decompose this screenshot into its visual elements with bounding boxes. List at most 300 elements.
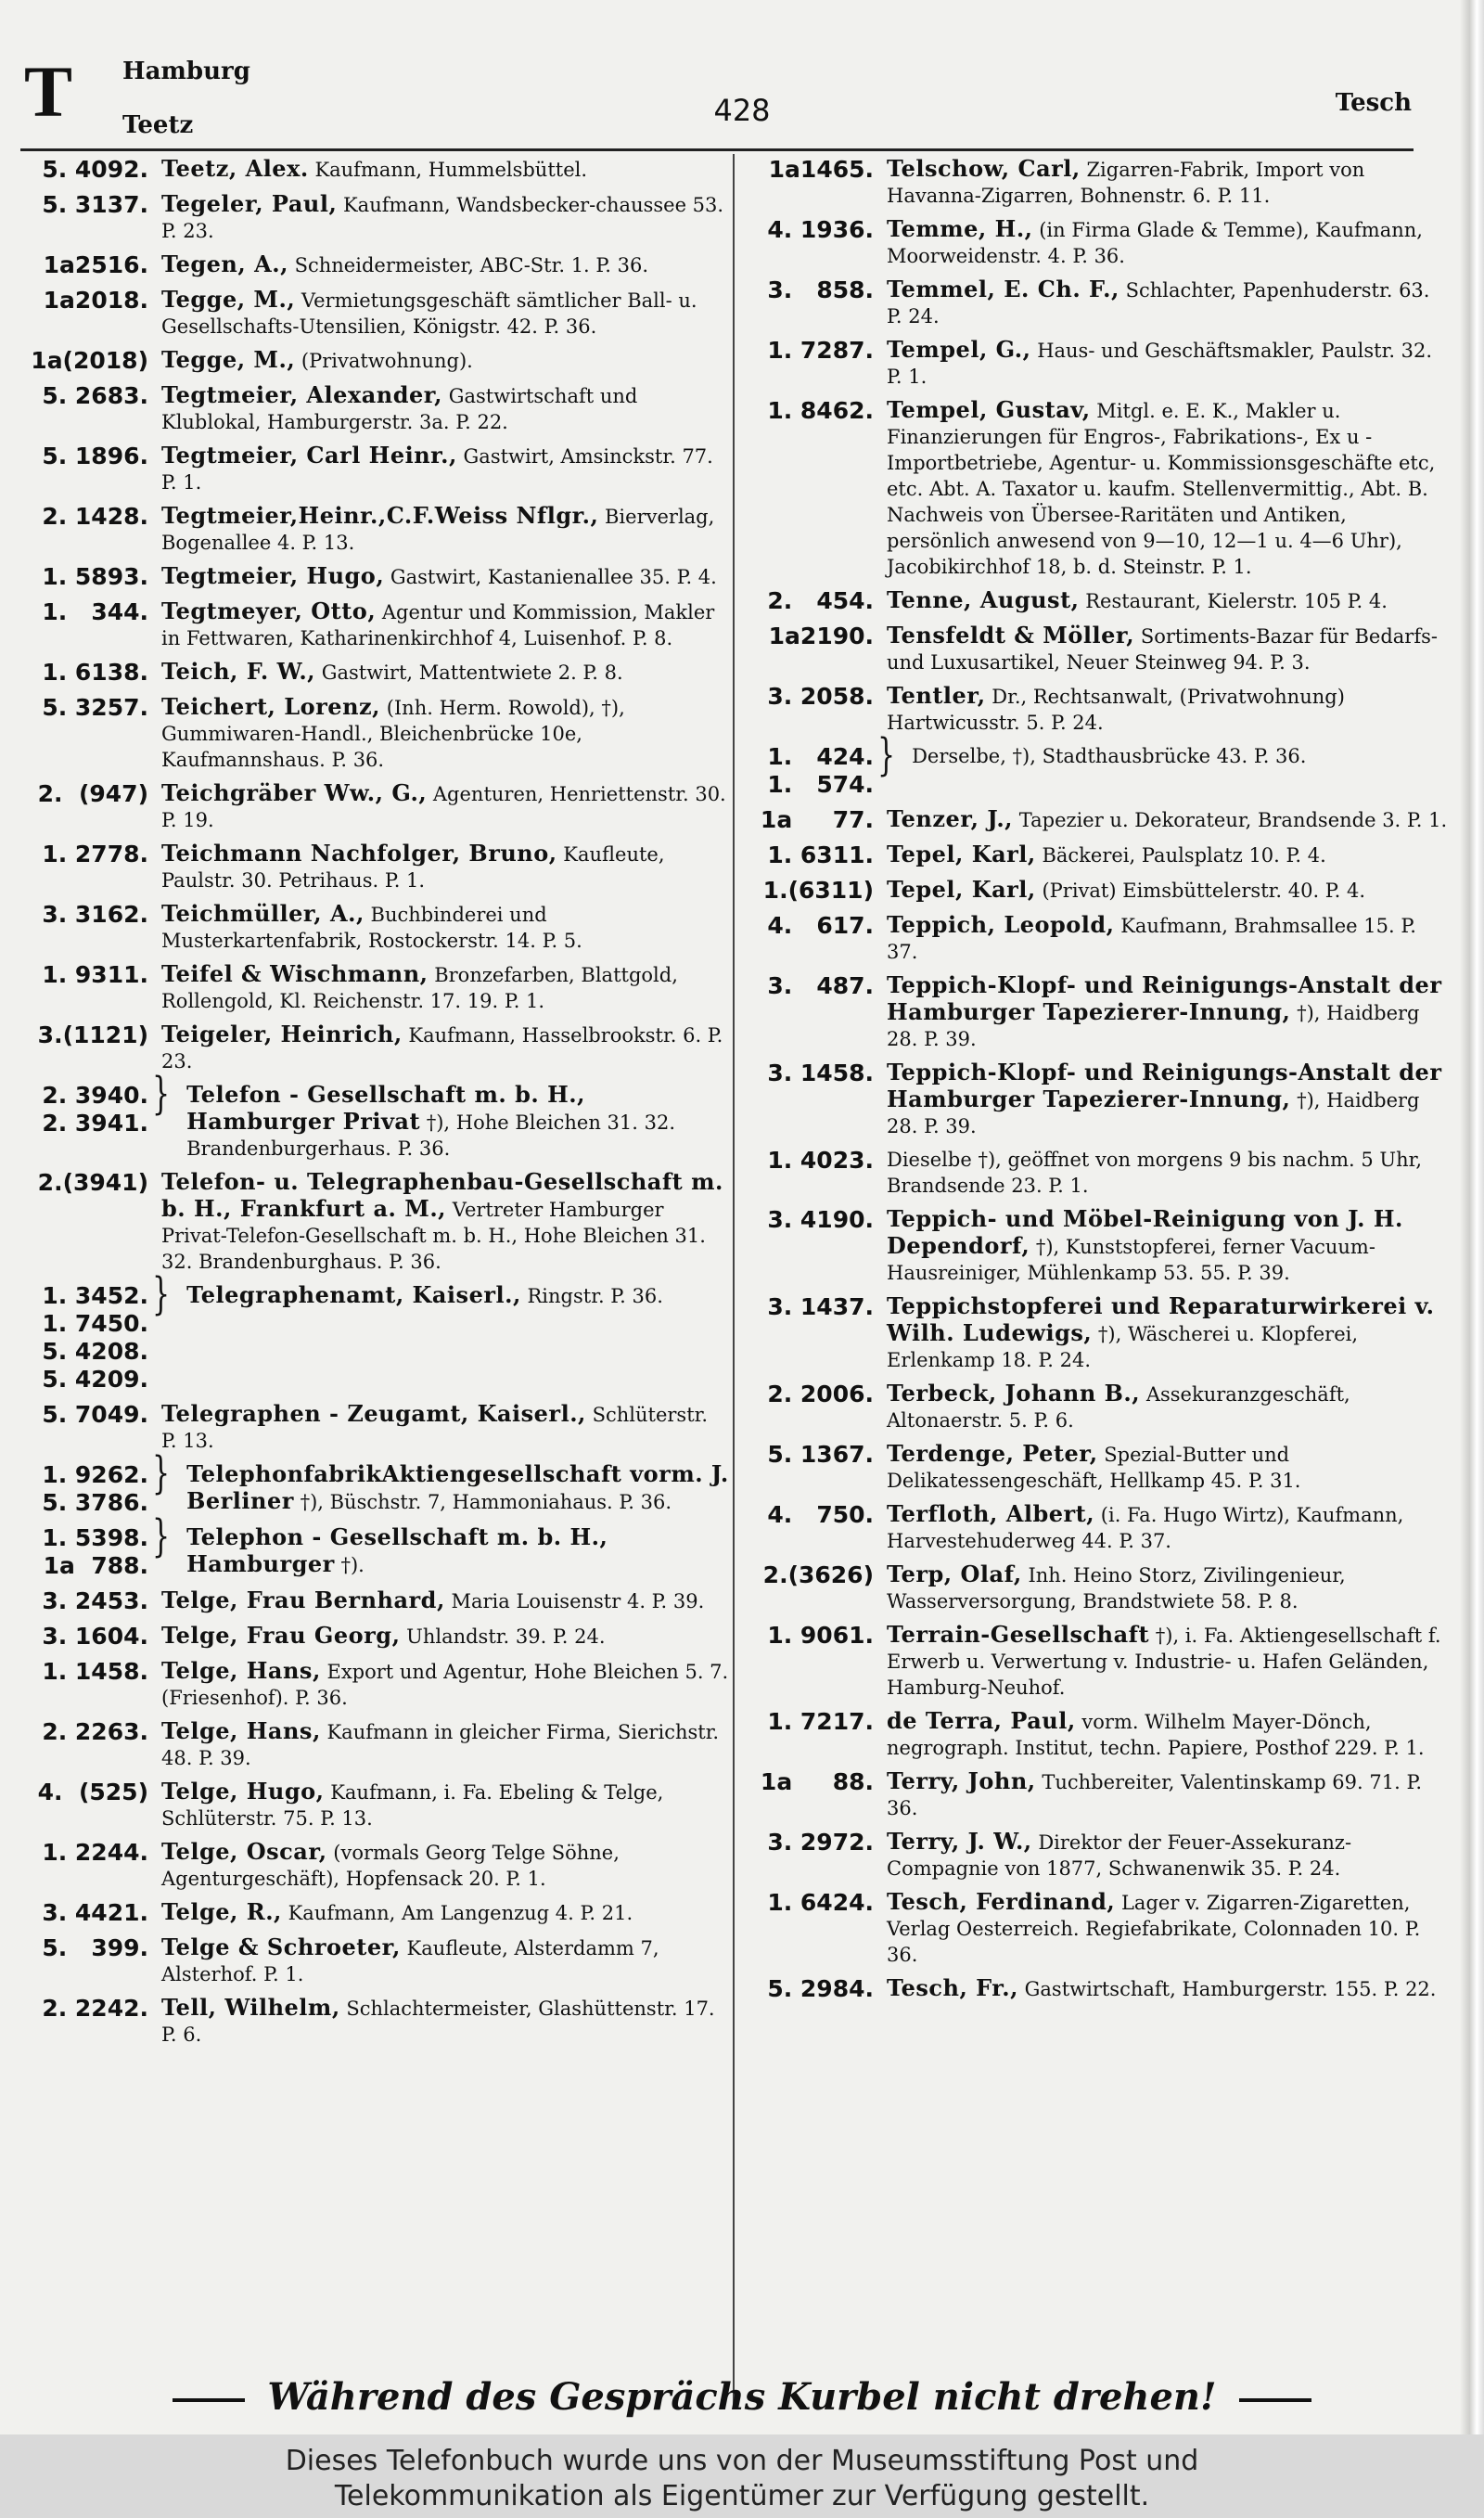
phone-number: 2. (947): [37, 780, 148, 807]
directory-entry: [748, 877, 1451, 905]
entry-name: Temme, H.,: [887, 215, 1033, 242]
entry-details: Gastwirtschaft, Hamburgerstr. 155. P. 22.: [1024, 1978, 1437, 2000]
phone-number: 2. 2263.: [42, 1718, 148, 1745]
directory-entry: [748, 1561, 1451, 1614]
phone-number: 1a2190.: [768, 623, 874, 649]
entry-name: Tempel, Gustav,: [887, 396, 1091, 423]
phone-number: 1. 8462.: [767, 397, 874, 424]
entry-name: Telge, R.,: [161, 1898, 282, 1925]
directory-entry: [748, 1501, 1451, 1554]
entry-name: Teigeler, Heinrich,: [161, 1021, 403, 1047]
entry-details: Kaufmann, Hasselbrookstr. 6. P. 23.: [161, 1024, 723, 1073]
directory-entry: [748, 1206, 1451, 1286]
phone-number: 1. 9262. 5. 3786.: [42, 1461, 148, 1516]
entry-name: de Terra, Paul,: [887, 1707, 1076, 1734]
directory-entry: [748, 1708, 1451, 1761]
entry-details: (Privat) Eimsbüttelerstr. 40. P. 4.: [1042, 880, 1366, 902]
entry-text: [148, 1899, 729, 1926]
phone-number: 3. 1604.: [42, 1623, 148, 1650]
entry-text: [874, 841, 1451, 868]
entry-name: Teichmüller, A.,: [161, 900, 365, 927]
phone-number: 4. 750.: [767, 1501, 874, 1528]
header-rule: [20, 148, 1414, 151]
entry-details: Dieselbe †), geöffnet von morgens 9 bis nachm. 5 Uhr, Brandsende 23. P. 1.: [887, 1149, 1423, 1197]
directory-entry: [748, 1829, 1451, 1882]
phone-number: 1. 5398. 1a 788.: [42, 1524, 148, 1579]
entry-details: Kaufmann, Brahmsallee 15. P. 37.: [887, 915, 1416, 963]
entry-details: †), Haidberg 28. P. 39.: [887, 1089, 1420, 1137]
entry-text: [148, 961, 729, 1014]
entry-details: †), Wäscherei u. Klopferei, Erlenkamp 18. P. 24.: [887, 1323, 1359, 1371]
entry-text: [148, 1021, 729, 1074]
entry-details: Direktor der Feuer-Assekuranz-Compagnie von 1877, Schwanenwik 35. P. 24.: [887, 1831, 1352, 1880]
entry-details: Agentur und Kommission, Makler in Fettwaren, Katharinenkirchhof 4, Luisenhof. P. 8.: [161, 601, 715, 649]
entry-details: †), i. Fa. Aktiengesellschaft f. Erwerb u. Verwertung v. Industrie- u. Hafen Geländen, Hamburg-Neuhof.: [887, 1625, 1441, 1699]
page-number: 428: [713, 93, 771, 128]
entry-details: Vermietungsgeschäft sämtlicher Ball- u. Gesellschafts-Utensilien, Königstr. 42. P. 36.: [161, 289, 697, 338]
phone-number: 3. 4190.: [767, 1206, 874, 1233]
entry-details: Kaufleute, Paulstr. 30. Petrihaus. P. 1.: [161, 843, 665, 892]
entry-details: Kaufmann, Hummelsbüttel.: [314, 159, 588, 181]
phone-number: 1a 88.: [760, 1768, 874, 1795]
entry-name: Telge, Hugo,: [161, 1778, 325, 1805]
entry-details: †), Hohe Bleichen 31. 32. Brandenburgerhaus. P. 36.: [186, 1111, 676, 1160]
entry-text: [874, 1293, 1451, 1373]
entry-details: †), Kunststopferei, ferner Vacuum-Hausreiniger, Mühlenkamp 53. 55. P. 39.: [887, 1236, 1375, 1284]
phone-number: 4. 1936.: [767, 216, 874, 243]
phone-number: 3. 3162.: [42, 901, 148, 928]
directory-entry: [26, 901, 729, 954]
directory-entry: [748, 587, 1451, 615]
phone-number: 1. 6311.: [767, 841, 874, 868]
entry-name: Terp, Olaf,: [887, 1561, 1022, 1587]
entry-text: [874, 623, 1451, 675]
directory-entry: [26, 156, 729, 184]
directory-entry: [748, 683, 1451, 736]
entry-name: Telegraphenamt, Kaiserl.,: [186, 1281, 521, 1308]
phone-number: 3.(1121): [37, 1021, 148, 1048]
directory-entry: [26, 1587, 729, 1615]
directory-entry: [748, 156, 1451, 209]
entry-details: Kaufmann in gleicher Firma, Sierichstr. 48. P. 39.: [161, 1721, 720, 1769]
entry-name: Tegge, M.,: [161, 286, 296, 313]
entry-text: [148, 1995, 729, 2048]
phone-number: 3. 1437.: [767, 1293, 874, 1320]
last-entry-keyword: Tesch: [1335, 89, 1412, 117]
directory-entry: [26, 503, 729, 556]
entry-text: [874, 587, 1451, 614]
directory-entry: [748, 337, 1451, 390]
directory-entry: [26, 1718, 729, 1771]
entry-details: Kaufmann, Wandsbecker-chaussee 53. P. 23.: [161, 194, 724, 242]
phone-number: 2.(3626): [762, 1561, 874, 1588]
entry-name: Tegtmeier, Carl Heinr.,: [161, 442, 457, 469]
entry-details: Schlüterstr. P. 13.: [161, 1404, 709, 1452]
entry-details: Kaufmann, Am Langenzug 4. P. 21.: [288, 1902, 633, 1924]
entry-text: [148, 1718, 729, 1771]
phone-number: 4. (525): [37, 1779, 148, 1805]
entry-name: Teppich, Leopold,: [887, 911, 1115, 938]
entry-text: [148, 382, 729, 435]
phone-number: 2. 2242.: [42, 1995, 148, 2022]
entry-name: Telge, Hans,: [161, 1717, 321, 1744]
phone-number: 2. 454.: [767, 587, 874, 614]
directory-entry: [748, 1768, 1451, 1821]
entry-details: Schneidermeister, ABC-Str. 1. P. 36.: [294, 254, 649, 276]
entry-text: [148, 287, 729, 340]
phone-number: 1.(6311): [762, 877, 874, 904]
entry-details: Gastwirt, Amsinckstr. 77. P. 1.: [161, 445, 713, 494]
entry-details: Assekuranzgeschäft, Altonaerstr. 5. P. 6.: [887, 1383, 1350, 1432]
entry-name: Telge, Frau Georg,: [161, 1622, 401, 1649]
entry-name: Teppichstopferei und Reparaturwirkerei v. Wilh. Ludewigs,: [887, 1292, 1435, 1346]
entry-name: Tegtmeyer, Otto,: [161, 597, 377, 624]
entry-name: Telge, Oscar,: [161, 1838, 327, 1865]
phone-number: 1. 4023.: [767, 1147, 874, 1174]
phone-number: 1a1465.: [768, 156, 874, 183]
phone-number: 1. 344.: [42, 598, 148, 625]
brace-mark: }: [152, 1268, 171, 1321]
entry-text: [874, 972, 1451, 1052]
entry-name: Telegraphen - Zeugamt, Kaiserl.,: [161, 1400, 586, 1427]
entry-details: Agenturen, Henriettenstr. 30. P. 19.: [161, 783, 726, 831]
directory-entry: [748, 397, 1451, 580]
entry-name: Telge & Schroeter,: [161, 1933, 401, 1960]
directory-entry: [26, 598, 729, 651]
phone-number: 1a(2018): [31, 347, 148, 374]
phone-number: 1a 77.: [760, 806, 874, 833]
directory-entry: [26, 287, 729, 340]
entry-details: Lager v. Zigarren-Zigaretten, Verlag Oesterreich. Regiefabrikate, Colonnaden 10. P. 36.: [887, 1892, 1421, 1966]
phone-number: 1. 6138.: [42, 659, 148, 686]
phone-number: 3. 4421.: [42, 1899, 148, 1926]
phone-number: 1a2018.: [43, 287, 148, 314]
entry-details: Inh. Heino Storz, Zivilingenieur, Wasserversorgung, Brandstwiete 58. P. 8.: [887, 1564, 1346, 1612]
credit-line-2: Telekommunikation als Eigentümer zur Verfügung gestellt.: [334, 2480, 1150, 2512]
phone-number: 5. 4092.: [42, 156, 148, 183]
directory-entry: [26, 1839, 729, 1892]
entry-text: [148, 841, 729, 893]
entry-name: Telefon- u. Telegraphenbau-Gesellschaft m. b. H., Frankfurt a. M.,: [161, 1168, 723, 1222]
entry-name: Telge, Frau Bernhard,: [161, 1587, 445, 1613]
entry-name: Tesch, Fr.,: [887, 1974, 1018, 2001]
entry-text: [874, 912, 1451, 965]
entry-text: [874, 337, 1451, 390]
entry-details: Gastwirtschaft und Klublokal, Hamburgerstr. 3a. P. 22.: [161, 385, 638, 433]
entry-details: Schlachtermeister, Glashüttenstr. 17. P. 6.: [161, 1998, 715, 2046]
entry-details: Gastwirt, Mattentwiete 2. P. 8.: [321, 662, 623, 684]
entry-name: Teifel & Wischmann,: [161, 960, 429, 987]
phone-number: 1. 5893.: [42, 563, 148, 590]
entry-details: Schlachter, Papenhuderstr. 63. P. 24.: [887, 279, 1430, 328]
entry-text: [874, 397, 1451, 580]
entry-name: Tegtmeier, Alexander,: [161, 381, 443, 408]
phone-number: 3. 487.: [767, 972, 874, 999]
directory-entry: [26, 1021, 729, 1074]
entry-details: Kaufmann, i. Fa. Ebeling & Telge, Schlüterstr. 75. P. 13.: [161, 1781, 664, 1830]
entry-text: [148, 1779, 729, 1831]
entry-text: [874, 1441, 1451, 1494]
directory-entry: [748, 623, 1451, 675]
section-letter: T: [24, 51, 73, 132]
brace-mark: }: [152, 1510, 171, 1563]
directory-entry: [26, 251, 729, 279]
phone-number: 3. 2058.: [767, 683, 874, 710]
entry-name: Telefon - Gesellschaft m. b. H., Hamburger Privat: [186, 1081, 585, 1135]
entry-name: Tegtmeier, Hugo,: [161, 562, 385, 589]
phone-number: 1. 6424.: [767, 1889, 874, 1916]
phone-number: 1. 3452. 1. 7450. 5. 4208. 5. 4209.: [42, 1282, 148, 1393]
entry-name: Terfloth, Albert,: [887, 1500, 1095, 1527]
phone-number: 2. 3940. 2. 3941.: [42, 1082, 148, 1137]
directory-entry: [748, 276, 1451, 329]
directory-entry: [26, 1401, 729, 1454]
entry-name: Tenne, August,: [887, 586, 1080, 613]
entry-details: Bäckerei, Paulsplatz 10. P. 4.: [1042, 844, 1326, 867]
entry-text: [173, 1082, 729, 1162]
phone-number: 1. 1458.: [42, 1658, 148, 1685]
phone-number: 5. 2683.: [42, 382, 148, 409]
entry-text: [173, 1524, 729, 1578]
entry-text: [173, 1461, 729, 1515]
entry-name: Tegen, A.,: [161, 251, 288, 277]
entry-name: Teichert, Lorenz,: [161, 693, 380, 720]
entry-name: Tempel, G.,: [887, 336, 1031, 363]
phone-number: 3. 2453.: [42, 1587, 148, 1614]
phone-number: 2. 1428.: [42, 503, 148, 530]
directory-entry: [748, 1441, 1451, 1494]
directory-entry: [748, 1060, 1451, 1139]
entry-text: [874, 216, 1451, 269]
entry-name: Tepel, Karl,: [887, 841, 1036, 867]
entry-name: Teetz, Alex.: [161, 155, 309, 182]
first-entry-keyword: Teetz: [122, 111, 194, 139]
directory-entry: [26, 1779, 729, 1831]
entry-details: (i. Fa. Hugo Wirtz), Kaufmann, Harvestehuderweg 44. P. 37.: [887, 1504, 1404, 1552]
entry-details: Ringstr. P. 36.: [527, 1285, 663, 1307]
brace-mark: }: [152, 1447, 171, 1500]
phone-number: 2.(3941): [37, 1169, 148, 1196]
entry-text: [874, 1708, 1451, 1761]
directory-entry: [26, 841, 729, 893]
phone-number: 1. 9061.: [767, 1622, 874, 1649]
entry-details: Export und Agentur, Hohe Bleichen 5. 7. (Friesenhof). P. 36.: [161, 1661, 729, 1709]
phone-number: 3. 858.: [767, 276, 874, 303]
entry-text: [148, 443, 729, 495]
directory-entry: [26, 1510, 729, 1580]
entry-text: [173, 1282, 729, 1309]
directory-entry: [748, 1381, 1451, 1433]
directory-entry: [26, 443, 729, 495]
entry-details: Vertreter Hamburger Privat-Telefon-Gesellschaft m. b. H., Hohe Bleichen 31. 32. Brandenburghaus. P. 36.: [161, 1199, 706, 1273]
entry-text: [148, 1587, 729, 1614]
directory-entry: [26, 1899, 729, 1927]
entry-details: †), Haidberg 28. P. 39.: [887, 1002, 1420, 1050]
entry-text: [874, 1622, 1451, 1701]
entry-details: Derselbe, †), Stadthausbrücke 43. P. 36.: [912, 745, 1307, 767]
entry-details: Sortiments-Bazar für Bedarfs- und Luxusartikel, Neuer Steinweg 94. P. 3.: [887, 625, 1438, 674]
directory-entry: [26, 563, 729, 591]
footer-warning-text: Während des Gesprächs Kurbel nicht drehen!: [267, 2375, 1217, 2419]
entry-name: Telge, Hans,: [161, 1657, 321, 1684]
entry-details: Haus- und Geschäftsmakler, Paulstr. 32. P. 1.: [887, 340, 1433, 388]
footer-dash-right: [1239, 2398, 1311, 2402]
phone-number: 5. 3137.: [42, 191, 148, 218]
entry-text: [874, 1381, 1451, 1433]
entry-text: [148, 598, 729, 651]
entry-text: [874, 1501, 1451, 1554]
entry-details: Buchbinderei und Musterkartenfabrik, Rostockerstr. 14. P. 5.: [161, 904, 582, 952]
entry-text: [874, 683, 1451, 736]
entry-details: (in Firma Glade & Temme), Kaufmann, Moorweidenstr. 4. P. 36.: [887, 219, 1423, 267]
entry-text: [874, 276, 1451, 329]
entry-name: Teichgräber Ww., G.,: [161, 779, 428, 806]
phone-number: 5. 1896.: [42, 443, 148, 469]
footer-warning: [0, 2375, 1484, 2419]
entry-details: Tuchbereiter, Valentinskamp 69. 71. P. 36.: [887, 1771, 1423, 1819]
entry-name: Tenzer, J.,: [887, 805, 1014, 832]
entry-text: [874, 1147, 1451, 1199]
entry-details: Bierverlag, Bogenallee 4. P. 13.: [161, 506, 715, 554]
entry-details: Maria Louisenstr 4. P. 39.: [451, 1590, 705, 1612]
phone-number: 1. 9311.: [42, 961, 148, 988]
entry-name: Teppich-Klopf- und Reinigungs-Anstalt der Hamburger Tapezierer-Innung,: [887, 1059, 1442, 1112]
directory-entry: [26, 347, 729, 375]
entry-name: TelephonfabrikAktiengesellschaft vorm. J. Berliner: [186, 1460, 729, 1514]
directory-entry: [26, 1169, 729, 1275]
entry-text: [148, 563, 729, 590]
phone-number: 5. 2984.: [767, 1975, 874, 2002]
directory-entry: [748, 1622, 1451, 1701]
entry-text: [874, 1561, 1451, 1614]
entry-name: Tegge, M.,: [161, 346, 296, 373]
directory-entry: [26, 191, 729, 244]
entry-details: (vormals Georg Telge Söhne, Agenturgeschäft), Hopfensack 20. P. 1.: [161, 1842, 620, 1890]
entry-details: Tapezier u. Dekorateur, Brandsende 3. P. 1.: [1018, 809, 1448, 831]
entry-details: †), Büschstr. 7, Hammoniahaus. P. 36.: [300, 1491, 672, 1513]
phone-number: 5. 399.: [42, 1934, 148, 1961]
entry-text: [874, 1768, 1451, 1821]
directory-entry: [748, 216, 1451, 269]
phone-number: 1. 7217.: [767, 1708, 874, 1735]
directory-entry: [748, 1975, 1451, 2003]
entry-name: Temmel, E. Ch. F.,: [887, 276, 1119, 302]
directory-entry: [26, 1934, 729, 1987]
brace-mark: }: [152, 1068, 171, 1121]
entry-details: Spezial-Butter und Delikatessengeschäft, Hellkamp 45. P. 31.: [887, 1444, 1301, 1492]
left-column: [26, 156, 729, 2055]
entry-details: Uhlandstr. 39. P. 24.: [406, 1625, 606, 1648]
entry-name: Teich, F. W.,: [161, 658, 316, 685]
entry-text: [874, 156, 1451, 209]
entry-text: [899, 743, 1451, 769]
entry-name: Terrain-Gesellschaft: [887, 1621, 1150, 1648]
entry-details: (Inh. Herm. Rowold), †), Gummiwaren-Handl., Bleichenbrücke 10e, Kaufmannshaus. P. 36.: [161, 697, 625, 771]
directory-entry: [748, 1889, 1451, 1968]
entry-text: [874, 1206, 1451, 1286]
entry-text: [148, 1623, 729, 1650]
phone-number: 5. 7049.: [42, 1401, 148, 1428]
column-divider: [733, 154, 735, 2409]
entry-details: Kaufleute, Alsterdamm 7, Alsterhof. P. 1.: [161, 1937, 659, 1985]
directory-entry: [748, 1293, 1451, 1373]
phone-number: 1a2516.: [43, 251, 148, 278]
entry-text: [148, 156, 729, 183]
directory-entry: [748, 972, 1451, 1052]
entry-details: Gastwirt, Kastanienallee 35. P. 4.: [390, 566, 717, 588]
directory-entry: [26, 780, 729, 833]
entry-text: [148, 1169, 729, 1275]
entry-name: Terdenge, Peter,: [887, 1440, 1098, 1467]
scan-edge: [1460, 0, 1484, 2434]
phone-number: 1. 424. 1. 574.: [767, 743, 874, 798]
entry-details: (Privatwohnung).: [301, 350, 473, 372]
entry-name: Teppich-Klopf- und Reinigungs-Anstalt der Hamburger Tapezierer-Innung,: [887, 971, 1442, 1025]
directory-entry: [748, 806, 1451, 834]
entry-text: [874, 806, 1451, 833]
entry-name: Telephon - Gesellschaft m. b. H., Hamburger: [186, 1523, 608, 1577]
phone-number: 5. 1367.: [767, 1441, 874, 1468]
entry-text: [148, 694, 729, 773]
entry-details: Mitgl. e. E. K., Makler u. Finanzierungen für Engros-, Fabrikations-, Ex u -Importbetriebe, Agentur- u. Kommissionsgeschäfte etc, etc. Abt. A. Taxator u. kaufm. Stellenvermittig., Abt. B. Nachweis von Übersee-Raritäten und Antiken, persönlich anwesend von 9—10, 12—1 u. 4—6 Uhr), Jacobikirchhof 18, b. d. Steinstr. P. 1.: [887, 400, 1436, 578]
directory-entry: [748, 841, 1451, 869]
phone-number: 3. 2972.: [767, 1829, 874, 1856]
directory-entry: [26, 1068, 729, 1162]
entry-details: Dr., Rechtsanwalt, (Privatwohnung) Hartwicusstr. 5. P. 24.: [887, 686, 1345, 734]
city-heading: Hamburg: [122, 58, 250, 85]
phone-number: 1. 2778.: [42, 841, 148, 867]
phone-number: 1. 2244.: [42, 1839, 148, 1866]
entry-text: [874, 877, 1451, 904]
footer-dash-left: [173, 2398, 245, 2402]
directory-entry: [26, 382, 729, 435]
phone-number: 1. 7287.: [767, 337, 874, 364]
phone-number: 4. 617.: [767, 912, 874, 939]
directory-entry: [26, 1447, 729, 1517]
entry-text: [148, 659, 729, 686]
entry-text: [148, 1401, 729, 1454]
entry-name: Terbeck, Johann B.,: [887, 1380, 1141, 1407]
entry-name: Telschow, Carl,: [887, 155, 1081, 182]
right-column: [748, 156, 1451, 2011]
entry-text: [148, 1658, 729, 1711]
entry-text: [874, 1975, 1451, 2002]
entry-name: Teppich- und Möbel-Reinigung von J. H. Dependorf,: [887, 1205, 1403, 1259]
entry-text: [148, 901, 729, 954]
directory-entry: [26, 1995, 729, 2048]
directory-entry: [748, 1147, 1451, 1199]
entry-name: Tentler,: [887, 682, 986, 709]
entry-text: [148, 1839, 729, 1892]
entry-name: Teichmann Nachfolger, Bruno,: [161, 840, 557, 867]
entry-name: Tensfeldt & Möller,: [887, 622, 1135, 649]
entry-text: [874, 1060, 1451, 1139]
entry-text: [874, 1829, 1451, 1882]
entry-details: Restaurant, Kielerstr. 105 P. 4.: [1085, 590, 1388, 612]
entry-name: Terry, John,: [887, 1767, 1036, 1794]
entry-text: [148, 251, 729, 278]
directory-entry: [748, 729, 1451, 799]
entry-details: vorm. Wilhelm Mayer-Dönch, negrograph. Institut, techn. Papiere, Posthof 229. P. 1.: [887, 1711, 1425, 1759]
directory-entry: [26, 1268, 729, 1394]
entry-text: [874, 1889, 1451, 1968]
directory-entry: [26, 1623, 729, 1651]
directory-entry: [26, 659, 729, 687]
entry-name: Terry, J. W.,: [887, 1828, 1032, 1855]
phone-number: 3. 1458.: [767, 1060, 874, 1086]
directory-entry: [26, 961, 729, 1014]
entry-name: Tegeler, Paul,: [161, 190, 338, 217]
